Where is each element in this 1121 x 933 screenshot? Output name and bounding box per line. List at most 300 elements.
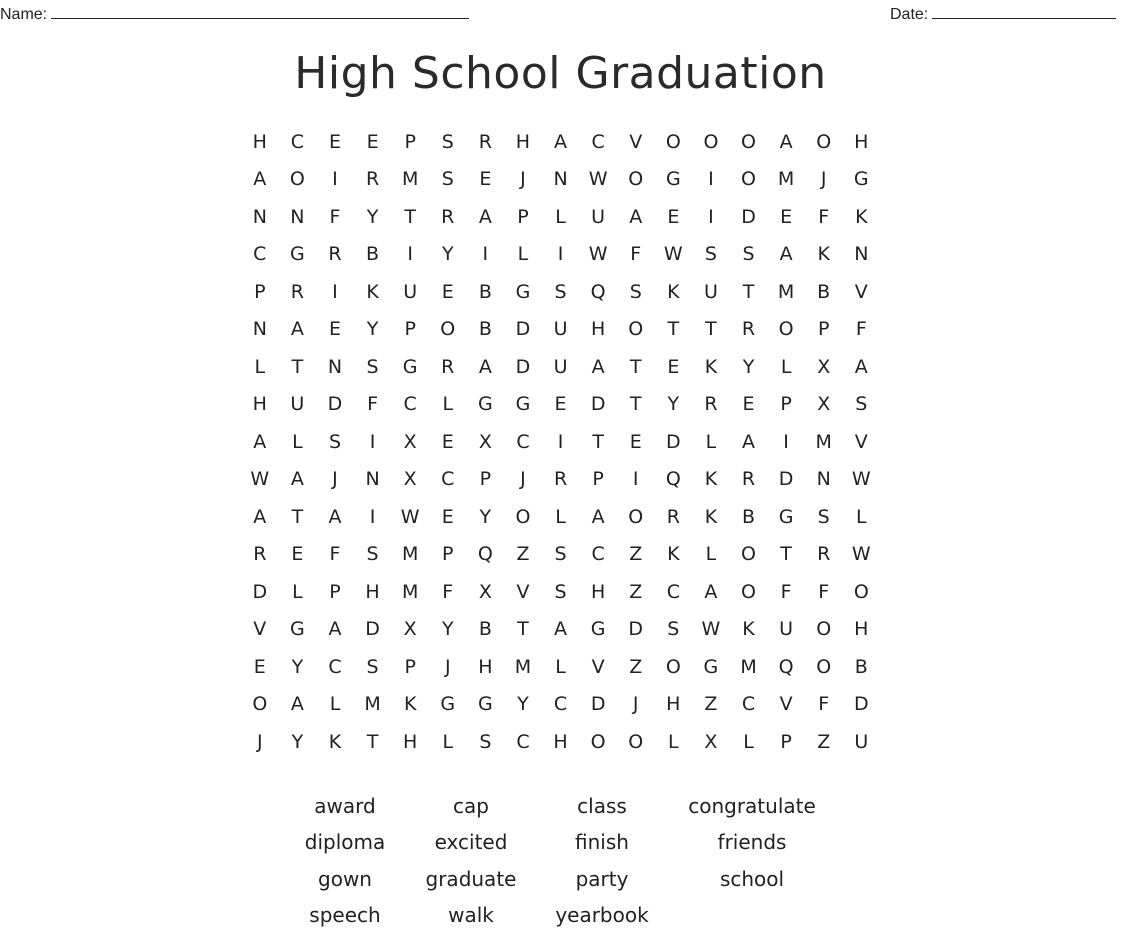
grid-letter: M xyxy=(815,430,832,453)
grid-letter: Y xyxy=(366,318,379,341)
grid-letter: R xyxy=(441,355,455,378)
grid-letter: W xyxy=(400,505,420,528)
grid-letter: K xyxy=(667,280,680,303)
word-list-item: diploma xyxy=(304,830,386,855)
grid-letter: Q xyxy=(778,655,794,678)
grid-letter: O xyxy=(816,130,832,153)
grid-letter: I xyxy=(332,168,338,191)
grid-letter: S xyxy=(554,543,567,566)
grid-letter: E xyxy=(366,130,379,153)
grid-letter: R xyxy=(741,318,756,341)
grid-letter: R xyxy=(704,393,718,416)
grid-letter: Q xyxy=(590,280,606,303)
grid-letter: V xyxy=(591,655,605,678)
word-list-item: excited xyxy=(434,830,508,855)
grid-letter: A xyxy=(328,505,342,528)
grid-letter: K xyxy=(366,280,379,303)
grid-letter: R xyxy=(290,280,304,303)
grid-letter: O xyxy=(665,130,681,153)
grid-letter: E xyxy=(441,280,454,303)
grid-letter: V xyxy=(854,280,868,303)
grid-letter: S xyxy=(817,505,830,528)
name-label: Name: xyxy=(0,6,48,23)
grid-letter: G xyxy=(440,693,456,716)
grid-letter: C xyxy=(441,468,455,491)
grid-letter: M xyxy=(777,280,795,303)
word-list-item: finish xyxy=(575,830,629,855)
grid-letter: Z xyxy=(629,580,643,603)
grid-letter: S xyxy=(704,243,717,266)
date-field[interactable] xyxy=(890,4,1116,24)
grid-letter: E xyxy=(667,355,680,378)
grid-letter: H xyxy=(252,130,267,153)
grid-letter: B xyxy=(854,655,868,678)
grid-letter: D xyxy=(628,618,644,641)
grid-letter: M xyxy=(401,168,419,191)
grid-letter: F xyxy=(818,580,830,603)
grid-letter: X xyxy=(478,430,492,453)
grid-letter: H xyxy=(403,730,418,753)
grid-letter: V xyxy=(779,693,793,716)
grid-letter: H xyxy=(666,693,681,716)
grid-letter: J xyxy=(520,168,526,191)
grid-letter: L xyxy=(705,430,717,453)
word-list-item: friends xyxy=(717,830,787,855)
grid-letter: M xyxy=(401,543,419,566)
grid-letter: Y xyxy=(667,393,680,416)
grid-letter: G xyxy=(778,505,794,528)
grid-letter: U xyxy=(854,730,869,753)
grid-letter: A xyxy=(629,205,643,228)
grid-letter: W xyxy=(250,468,270,491)
grid-letter: I xyxy=(708,168,714,191)
grid-letter: R xyxy=(328,243,342,266)
grid-letter: Y xyxy=(291,655,304,678)
grid-letter: I xyxy=(783,430,789,453)
grid-letter: T xyxy=(592,430,604,453)
grid-letter: L xyxy=(517,243,529,266)
grid-letter: U xyxy=(553,318,568,341)
grid-letter: T xyxy=(629,393,642,416)
grid-letter: F xyxy=(442,580,454,603)
grid-letter: O xyxy=(515,505,531,528)
grid-letter: C xyxy=(253,243,267,266)
grid-letter: T xyxy=(291,355,304,378)
grid-letter: C xyxy=(516,430,530,453)
grid-letter: A xyxy=(478,355,492,378)
word-list-item: school xyxy=(719,866,785,891)
grid-letter: T xyxy=(404,205,416,228)
grid-letter: O xyxy=(703,130,719,153)
grid-letter: G xyxy=(515,393,531,416)
grid-letter: S xyxy=(855,393,868,416)
grid-letter: L xyxy=(668,730,679,753)
grid-letter: S xyxy=(667,618,680,641)
grid-letter: P xyxy=(479,468,492,491)
grid-letter: R xyxy=(817,543,831,566)
grid-letter: S xyxy=(441,130,454,153)
word-list-item: yearbook xyxy=(555,902,649,927)
grid-letter: S xyxy=(629,280,642,303)
grid-letter: M xyxy=(777,168,795,191)
grid-letter: B xyxy=(478,618,492,641)
grid-letter: E xyxy=(667,205,680,228)
grid-letter: L xyxy=(442,393,454,416)
grid-letter: A xyxy=(704,580,718,603)
grid-letter: S xyxy=(742,243,755,266)
grid-letter: E xyxy=(479,168,492,191)
grid-letter: E xyxy=(629,430,642,453)
grid-letter: W xyxy=(588,243,608,266)
grid-letter: J xyxy=(444,655,451,678)
grid-letter: C xyxy=(591,130,605,153)
grid-letter: X xyxy=(478,580,492,603)
grid-letter: P xyxy=(404,318,416,341)
grid-letter: O xyxy=(741,580,756,603)
grid-letter: B xyxy=(478,318,492,341)
grid-letter: F xyxy=(818,205,830,228)
grid-letter: O xyxy=(816,655,832,678)
grid-letter: S xyxy=(366,655,379,678)
word-list-item: walk xyxy=(448,902,494,927)
grid-letter: J xyxy=(820,168,827,191)
grid-letter: O xyxy=(628,318,644,341)
grid-letter: D xyxy=(741,205,756,228)
grid-letter: G xyxy=(515,280,531,303)
grid-letter: N xyxy=(252,318,267,341)
grid-letter: D xyxy=(365,618,380,641)
grid-letter: K xyxy=(742,618,755,641)
grid-letter: L xyxy=(780,355,792,378)
grid-letter: H xyxy=(515,130,531,153)
grid-letter: R xyxy=(253,543,267,566)
page-title: High School Graduation xyxy=(294,48,827,99)
grid-letter: K xyxy=(704,505,718,528)
grid-letter: K xyxy=(704,355,718,378)
grid-letter: A xyxy=(554,618,568,641)
grid-letter: L xyxy=(329,693,341,716)
word-list-item: award xyxy=(314,794,376,818)
grid-letter: Y xyxy=(291,730,304,753)
grid-letter: F xyxy=(367,393,379,416)
grid-letter: E xyxy=(291,543,304,566)
grid-letter: S xyxy=(554,580,567,603)
grid-letter: W xyxy=(588,168,608,191)
grid-letter: W xyxy=(701,618,721,641)
grid-letter: O xyxy=(853,580,869,603)
grid-letter: X xyxy=(817,393,831,416)
grid-letter: X xyxy=(704,730,718,753)
grid-letter: L xyxy=(705,543,717,566)
grid-letter: R xyxy=(741,468,756,491)
grid-letter: U xyxy=(703,280,718,303)
grid-letter: R xyxy=(365,168,380,191)
grid-letter: G xyxy=(590,618,606,641)
grid-letter: D xyxy=(590,393,606,416)
grid-letter: I xyxy=(369,505,376,528)
grid-letter: C xyxy=(290,130,305,153)
grid-letter: O xyxy=(628,730,644,753)
grid-letter: A xyxy=(591,505,605,528)
grid-letter: P xyxy=(780,730,792,753)
grid-letter: H xyxy=(590,580,606,603)
grid-letter: I xyxy=(332,280,338,303)
grid-letter: L xyxy=(292,430,303,453)
grid-letter: Y xyxy=(441,243,454,266)
grid-letter: L xyxy=(856,505,867,528)
grid-letter: J xyxy=(256,730,263,753)
grid-letter: P xyxy=(329,580,341,603)
grid-letter: E xyxy=(441,505,454,528)
grid-letter: H xyxy=(854,618,869,641)
grid-letter: M xyxy=(740,655,757,678)
grid-letter: N xyxy=(553,168,568,191)
grid-letter: D xyxy=(515,355,531,378)
grid-letter: V xyxy=(516,580,530,603)
grid-letter: W xyxy=(663,243,683,266)
grid-letter: D xyxy=(327,393,343,416)
grid-letter: O xyxy=(741,543,756,566)
grid-letter: U xyxy=(591,205,606,228)
grid-letter: V xyxy=(854,430,868,453)
grid-letter: N xyxy=(365,468,380,491)
grid-letter: P xyxy=(404,130,416,153)
grid-letter: S xyxy=(328,430,342,453)
grid-letter: P xyxy=(592,468,604,491)
grid-letter: E xyxy=(554,393,567,416)
grid-letter: S xyxy=(366,543,379,566)
grid-letter: P xyxy=(517,205,529,228)
date-blank-line[interactable] xyxy=(932,4,1116,19)
grid-letter: A xyxy=(554,130,568,153)
grid-letter: N xyxy=(327,355,343,378)
grid-letter: T xyxy=(629,355,642,378)
grid-letter: O xyxy=(741,168,756,191)
grid-letter: H xyxy=(590,318,606,341)
grid-letter: E xyxy=(328,130,341,153)
letter-grid xyxy=(241,123,880,761)
grid-letter: Y xyxy=(479,505,492,528)
grid-letter: T xyxy=(291,505,304,528)
grid-letter: C xyxy=(666,580,680,603)
grid-letter: E xyxy=(253,655,266,678)
grid-letter: B xyxy=(817,280,831,303)
grid-letter: J xyxy=(520,468,526,491)
grid-letter: E xyxy=(328,318,341,341)
grid-letter: A xyxy=(253,505,267,528)
grid-letter: X xyxy=(403,430,417,453)
grid-letter: O xyxy=(628,168,644,191)
grid-letter: P xyxy=(404,655,416,678)
grid-letter: F xyxy=(818,693,830,716)
grid-letter: F xyxy=(329,543,341,566)
name-field[interactable] xyxy=(0,4,469,24)
grid-letter: D xyxy=(252,580,268,603)
grid-letter: A xyxy=(290,318,304,341)
word-list-item: class xyxy=(577,794,627,818)
grid-letter: F xyxy=(329,205,341,228)
grid-letter: S xyxy=(554,280,567,303)
grid-letter: J xyxy=(332,468,338,491)
grid-letter: D xyxy=(590,693,606,716)
grid-letter: F xyxy=(780,580,792,603)
grid-letter: P xyxy=(254,280,266,303)
grid-letter: P xyxy=(442,543,454,566)
grid-letter: K xyxy=(855,205,868,228)
grid-letter: Y xyxy=(441,618,454,641)
grid-letter: U xyxy=(779,618,794,641)
word-list-item: party xyxy=(575,866,629,891)
name-blank-line[interactable] xyxy=(51,4,469,19)
grid-letter: A xyxy=(253,168,267,191)
grid-letter: R xyxy=(478,130,492,153)
grid-letter: V xyxy=(629,130,643,153)
grid-letter: B xyxy=(741,505,756,528)
grid-letter: A xyxy=(290,693,304,716)
grid-letter: W xyxy=(851,468,871,491)
grid-letter: I xyxy=(557,430,564,453)
grid-letter: G xyxy=(853,168,869,191)
grid-letter: G xyxy=(703,655,719,678)
grid-letter: A xyxy=(854,355,868,378)
grid-letter: O xyxy=(628,505,644,528)
grid-letter: R xyxy=(441,205,455,228)
grid-letter: O xyxy=(741,130,756,153)
grid-letter: L xyxy=(442,730,454,753)
grid-letter: G xyxy=(665,168,681,191)
grid-letter: P xyxy=(817,318,830,341)
grid-letter: S xyxy=(441,168,454,191)
grid-letter: K xyxy=(328,730,342,753)
grid-letter: O xyxy=(252,693,268,716)
grid-letter: K xyxy=(817,243,830,266)
grid-letter: L xyxy=(555,655,566,678)
grid-letter: T xyxy=(667,318,680,341)
grid-letter: M xyxy=(514,655,532,678)
grid-letter: H xyxy=(553,730,568,753)
grid-letter: G xyxy=(290,243,305,266)
grid-letter: G xyxy=(477,693,493,716)
grid-letter: D xyxy=(853,693,869,716)
grid-letter: Y xyxy=(517,693,529,716)
grid-letter: D xyxy=(666,430,681,453)
grid-letter: F xyxy=(630,243,642,266)
grid-letter: X xyxy=(817,355,831,378)
word-list-item: graduate xyxy=(425,866,517,891)
grid-letter: H xyxy=(252,393,267,416)
grid-letter: U xyxy=(553,355,568,378)
grid-letter: C xyxy=(553,693,568,716)
grid-letter: T xyxy=(742,280,755,303)
grid-letter: L xyxy=(743,730,754,753)
grid-letter: C xyxy=(591,543,605,566)
grid-letter: O xyxy=(778,318,794,341)
grid-letter: I xyxy=(482,243,489,266)
grid-letter: O xyxy=(440,318,456,341)
grid-letter: Q xyxy=(665,468,681,491)
grid-letter: M xyxy=(401,580,419,603)
grid-letter: L xyxy=(292,580,303,603)
grid-letter: I xyxy=(369,430,376,453)
grid-letter: C xyxy=(328,655,342,678)
grid-letter: D xyxy=(778,468,794,491)
grid-letter: B xyxy=(478,280,492,303)
grid-letter: N xyxy=(252,205,267,228)
grid-letter: Z xyxy=(629,543,643,566)
grid-letter: Y xyxy=(742,355,755,378)
grid-letter: K xyxy=(667,543,680,566)
grid-letter: R xyxy=(553,468,568,491)
grid-letter: Z xyxy=(629,655,643,678)
grid-letter: H xyxy=(478,655,493,678)
grid-letter: E xyxy=(780,205,793,228)
grid-letter: Z xyxy=(704,693,718,716)
grid-letter: I xyxy=(407,243,413,266)
grid-letter: O xyxy=(816,618,832,641)
grid-letter: K xyxy=(403,693,417,716)
grid-letter: A xyxy=(779,243,793,266)
word-list-item: cap xyxy=(453,794,489,818)
grid-letter: W xyxy=(851,543,871,566)
grid-letter: A xyxy=(591,355,605,378)
word-list-item: speech xyxy=(309,902,381,927)
grid-letter: Z xyxy=(817,730,831,753)
grid-letter: D xyxy=(515,318,531,341)
grid-letter: I xyxy=(557,243,564,266)
grid-letter: N xyxy=(290,205,305,228)
grid-letter: F xyxy=(855,318,867,341)
grid-letter: U xyxy=(403,280,418,303)
grid-letter: P xyxy=(780,393,792,416)
grid-letter: S xyxy=(479,730,492,753)
grid-letter: T xyxy=(705,318,717,341)
grid-letter: J xyxy=(632,693,639,716)
grid-letter: O xyxy=(590,730,606,753)
grid-letter: N xyxy=(816,468,831,491)
grid-letter: O xyxy=(665,655,681,678)
grid-letter: N xyxy=(854,243,869,266)
grid-letter: L xyxy=(555,205,566,228)
grid-letter: O xyxy=(289,168,305,191)
grid-letter: G xyxy=(477,393,493,416)
grid-letter: Y xyxy=(366,205,379,228)
grid-letter: T xyxy=(366,730,379,753)
grid-letter: T xyxy=(780,543,792,566)
grid-letter: H xyxy=(854,130,869,153)
grid-letter: K xyxy=(704,468,718,491)
grid-letter: H xyxy=(365,580,380,603)
date-label: Date: xyxy=(890,6,929,23)
grid-letter: C xyxy=(741,693,756,716)
word-list-item: congratulate xyxy=(688,794,816,818)
grid-letter: A xyxy=(328,618,342,641)
grid-letter: E xyxy=(441,430,454,453)
grid-letter: X xyxy=(403,468,417,491)
grid-letter: Z xyxy=(516,543,530,566)
grid-letter: C xyxy=(516,730,530,753)
grid-letter: A xyxy=(478,205,492,228)
grid-letter: B xyxy=(366,243,380,266)
grid-letter: T xyxy=(517,618,529,641)
grid-letter: U xyxy=(290,393,305,416)
grid-letter: A xyxy=(253,430,267,453)
word-list xyxy=(282,788,834,933)
grid-letter: A xyxy=(742,430,756,453)
grid-letter: R xyxy=(666,505,680,528)
grid-letter: L xyxy=(254,355,266,378)
grid-letter: G xyxy=(402,355,418,378)
grid-letter: E xyxy=(742,393,755,416)
